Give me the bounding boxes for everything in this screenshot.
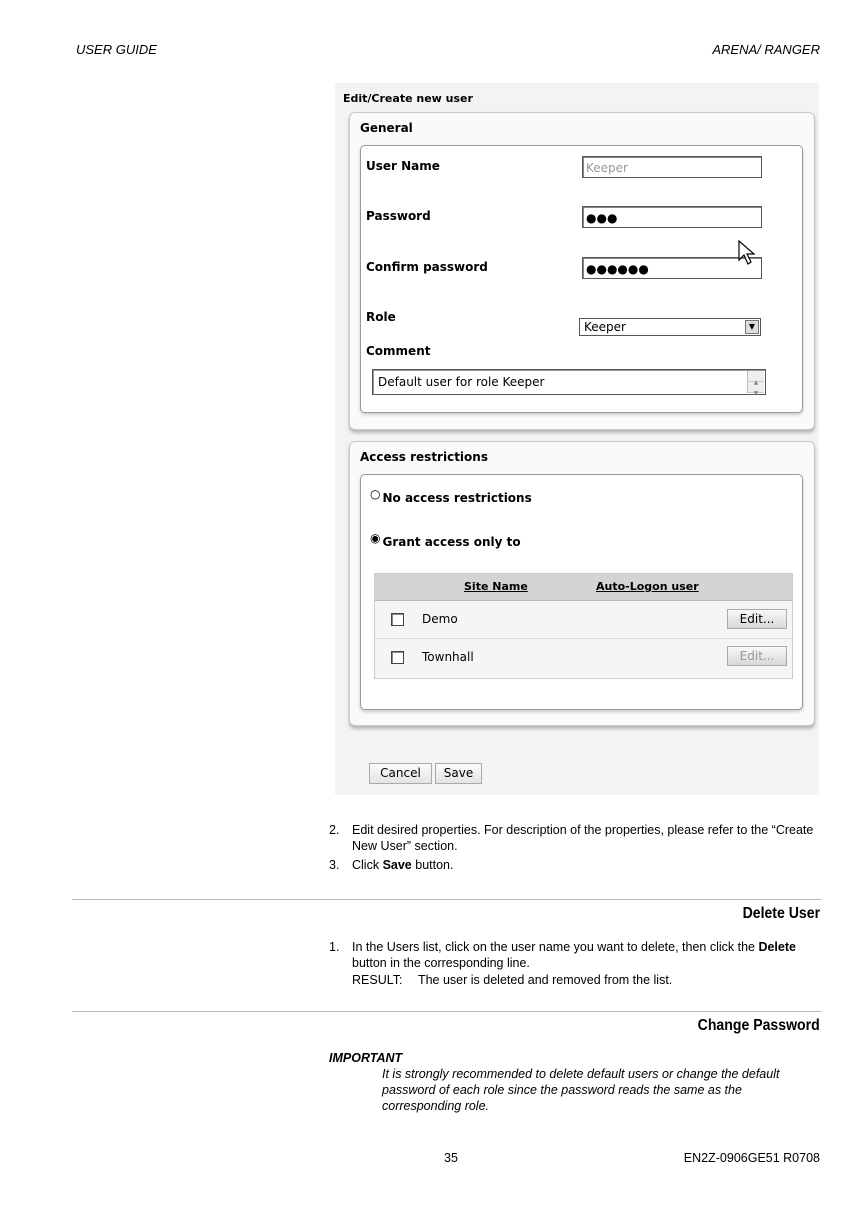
cancel-button[interactable]: Cancel (369, 763, 432, 784)
result-text: The user is deleted and removed from the list. (417, 973, 673, 987)
general-title: General (360, 121, 413, 135)
password-label: Password (366, 209, 431, 223)
confirm-password-label: Confirm password (366, 260, 488, 274)
page-number: 35 (444, 1151, 458, 1165)
access-panel (349, 441, 815, 726)
table-header (375, 574, 792, 601)
site-name: Townhall (422, 650, 474, 664)
section-title-change-password: Change Password (697, 1017, 820, 1034)
radio-grant-access[interactable] (370, 531, 521, 549)
role-label: Role (366, 310, 396, 324)
radio-no-restrictions[interactable] (370, 487, 532, 505)
access-inner (360, 474, 803, 710)
comment-value: Default user for role Keeper (378, 375, 545, 389)
role-value: Keeper (584, 320, 626, 334)
radio-empty-icon[interactable]: ○ (370, 487, 381, 501)
result-label: RESULT: (352, 973, 403, 987)
mouse-cursor-icon (738, 240, 756, 266)
step-text: Edit desired properties. For description of the properties, please refer to the “Create New User” section. (352, 823, 814, 853)
comment-label: Comment (366, 344, 431, 358)
edit-button[interactable]: Edit... (727, 609, 787, 629)
important-text: It is strongly recommended to delete default users or change the default password of each role since the password reads the same as the corresponding role. (382, 1067, 780, 1113)
general-panel (349, 112, 815, 430)
save-button[interactable]: Save (435, 763, 482, 784)
edit-button[interactable]: Edit... (727, 646, 787, 666)
important-label: IMPORTANT (329, 1051, 403, 1065)
column-auto-logon[interactable]: Auto-Logon user (596, 580, 699, 593)
row-checkbox[interactable] (391, 651, 404, 664)
comment-scrollbar[interactable]: ▲ ▼ (747, 371, 764, 393)
header-right: ARENA/ RANGER (712, 42, 820, 57)
site-name: Demo (422, 612, 458, 626)
dialog-title: Edit/Create new user (343, 92, 473, 105)
row-checkbox[interactable] (391, 613, 404, 626)
grant-access-label: Grant access only to (382, 535, 521, 549)
section-title-delete-user: Delete User (742, 905, 820, 922)
user-name-label: User Name (366, 159, 440, 173)
password-input[interactable]: ●●● (582, 206, 762, 228)
step-number: 3. (329, 858, 340, 872)
no-restrictions-label: No access restrictions (382, 491, 532, 505)
result-line (352, 973, 672, 987)
table-row (375, 601, 792, 639)
radio-selected-icon[interactable]: ◉ (370, 531, 381, 545)
column-site-name[interactable]: Site Name (464, 580, 528, 593)
user-name-input[interactable]: Keeper (582, 156, 762, 178)
header-left: USER GUIDE (76, 42, 157, 57)
confirm-password-input[interactable]: ●●●●●● (582, 257, 762, 279)
step-number: 1. (329, 940, 340, 954)
section-divider (72, 899, 822, 900)
access-title: Access restrictions (360, 450, 488, 464)
sites-table (374, 573, 793, 679)
step-number: 2. (329, 823, 340, 837)
step-text: In the Users list, click on the user name you want to delete, then click the Delete button in the corresponding line. (352, 940, 796, 970)
step-text: Click Save button. (352, 858, 454, 872)
comment-textarea[interactable] (372, 369, 766, 395)
role-select[interactable] (579, 318, 761, 336)
table-row (375, 639, 792, 676)
chevron-down-icon[interactable]: ▼ (745, 320, 759, 334)
general-inner (360, 145, 803, 413)
edit-user-screenshot (335, 83, 819, 795)
document-code: EN2Z-0906GE51 R0708 (683, 1151, 820, 1165)
section-divider (72, 1011, 822, 1012)
